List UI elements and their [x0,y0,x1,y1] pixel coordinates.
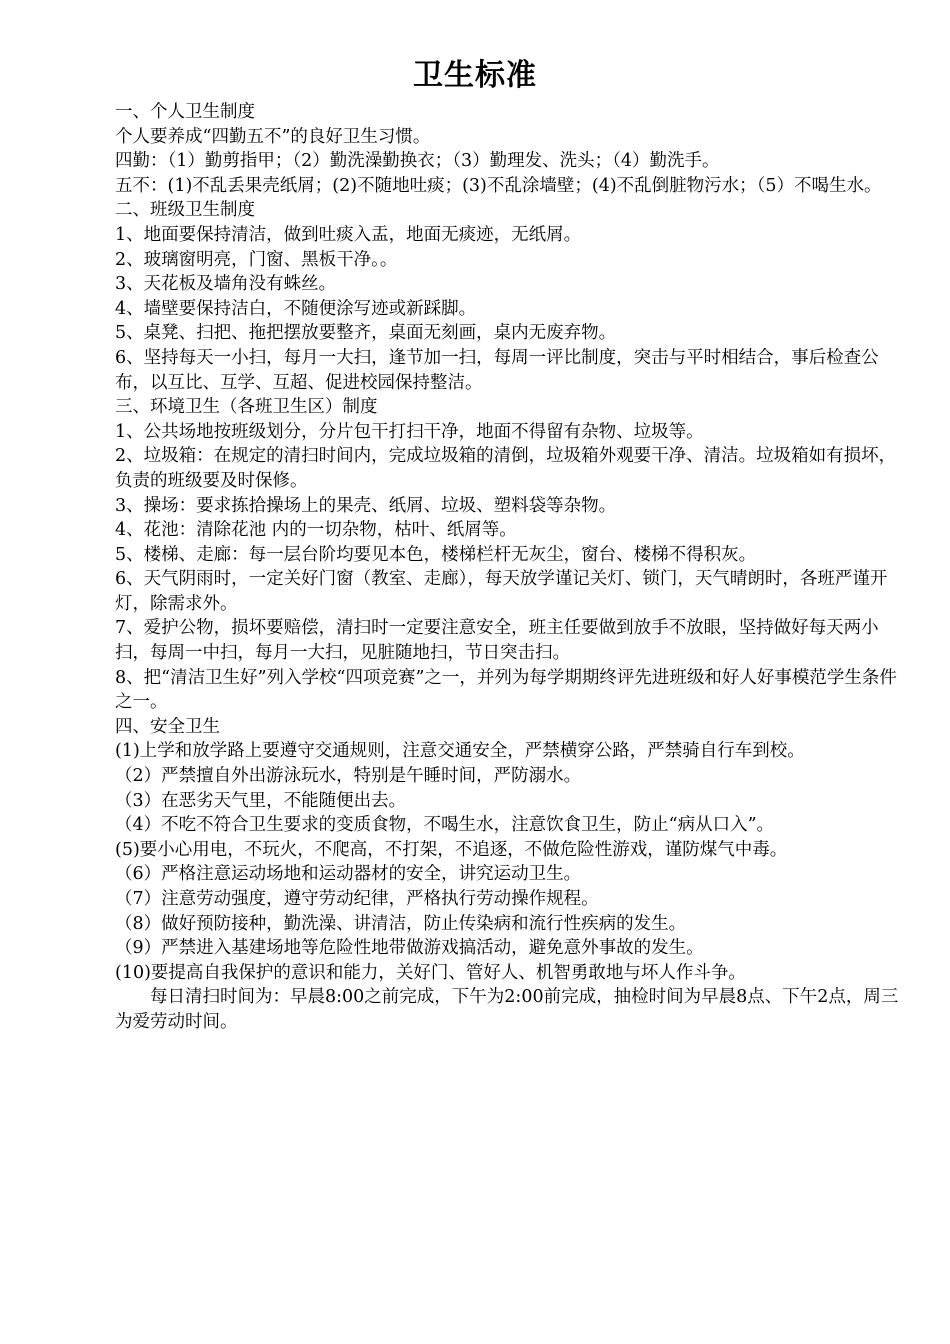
list-item: 6、坚持每天一小扫，每月一大扫，逢节加一扫，每周一评比制度，突击与平时相结合，事后检查公布，以互比、互学、互超、促进校园保持整洁。 [115,347,879,393]
list-item: 6、天气阴雨时，一定关好门窗（教室、走廊），每天放学谨记关灯、锁门，天气晴朗时，各班严谨开灯，除需求外。 [115,569,888,614]
list-item: （9）严禁进入基建场地等危险性地带做游戏搞活动，避免意外事故的发生。 [115,938,704,959]
paragraph: 五不：(1)不乱丢果壳纸屑；(2)不随地吐痰；(3)不乱涂墙壁；(4)不乱倒脏物污水；（5）不喝生水。 [115,175,882,196]
list-item: 3、天花板及墙角没有蛛丝。 [115,274,337,295]
list-item: 7、爱护公物，损坏要赔偿，清扫时一定要注意安全，班主任要做到放手不放眼，坚持做好每天两小扫，每周一中扫，每月一大扫，见脏随地扫，节日突击扫。 [115,618,879,664]
list-item: 1、公共场地按班级划分，分片包干打扫干净，地面不得留有杂物、垃圾等。 [115,421,704,442]
paragraph: 四勤：（1）勤剪指甲；（2）勤洗澡勤换衣；（3）勤理发、洗头；（4）勤洗手。 [115,151,720,172]
schedule-note: 每日清扫时间为：早晨8:00之前完成，下午为2:00前完成，抽检时间为早晨8点、下午2点，周三为爱劳动时间。 [115,987,899,1032]
list-item: 4、墙壁要保持洁白，不随便涂写迹或新踩脚。 [115,298,477,319]
list-item: （4）不吃不符合卫生要求的变质食物，不喝生水，注意饮食卫生，防止“病从口入”。 [115,815,775,836]
list-item: （3）在恶劣天气里，不能随便出去。 [115,790,407,811]
section-heading-safety: 四、安全卫生 [115,716,220,737]
list-item: （8）做好预防接种，勤洗澡、讲清洁，防止传染病和流行性疾病的发生。 [115,913,687,934]
list-item: 2、玻璃窗明亮，门窗、黑板干净。。 [115,249,398,270]
list-item: (10)要提高自我保护的意识和能力，关好门、管好人、机智勇敢地与坏人作斗争。 [115,962,746,983]
list-item: （7）注意劳动强度，遵守劳动纪律，严格执行劳动操作规程。 [115,889,599,909]
list-item: 5、楼梯、走廊：每一层台阶均要见本色，楼梯栏杆无灰尘，窗台、楼梯不得积灰。 [115,544,757,565]
list-item: 1、地面要保持清洁，做到吐痰入盂，地面无痰迹，无纸屑。 [115,224,582,245]
list-item: （2）严禁擅自外出游泳玩水，特别是午睡时间，严防溺水。 [115,766,582,787]
document-title: 卫生标准 [413,58,537,93]
list-item: （6）严格注意运动场地和运动器材的安全，讲究运动卫生。 [115,864,582,885]
paragraph: 个人要养成“四勤五不”的良好卫生习惯。 [115,126,431,147]
list-item: (1)上学和放学路上要遵守交通规则，注意交通安全，严禁横穿公路，严禁骑自行车到校。 [115,741,805,762]
document-body [115,100,905,1035]
section-heading-environment: 三、环境卫生（各班卫生区）制度 [115,397,378,418]
section-heading-personal: 一、个人卫生制度 [115,102,255,122]
list-item: 2、垃圾箱：在规定的清扫时间内，完成垃圾箱的清倒，垃圾箱外观要干净、清洁。垃圾箱如有损坏，负责的班级要及时保修。 [115,446,897,491]
list-item: 3、操场：要求拣拾操场上的果壳、纸屑、垃圾、塑料袋等杂物。 [115,495,617,516]
list-item: 8、把“清洁卫生好”列入学校“四项竞赛”之一，并列为每学期期终评先进班级和好人好事模范学生条件之一。 [115,667,897,713]
list-item: 5、桌凳、扫把、拖把摆放要整齐，桌面无刻画，桌内无废弃物。 [115,323,617,344]
list-item: 4、花池：清除花池 内的一切杂物，枯叶、纸屑等。 [115,520,517,541]
section-heading-class: 二、班级卫生制度 [115,200,255,221]
list-item: (5)要小心用电，不玩火，不爬高，不打架，不追逐，不做危险性游戏，谨防煤气中毒。 [115,839,788,860]
